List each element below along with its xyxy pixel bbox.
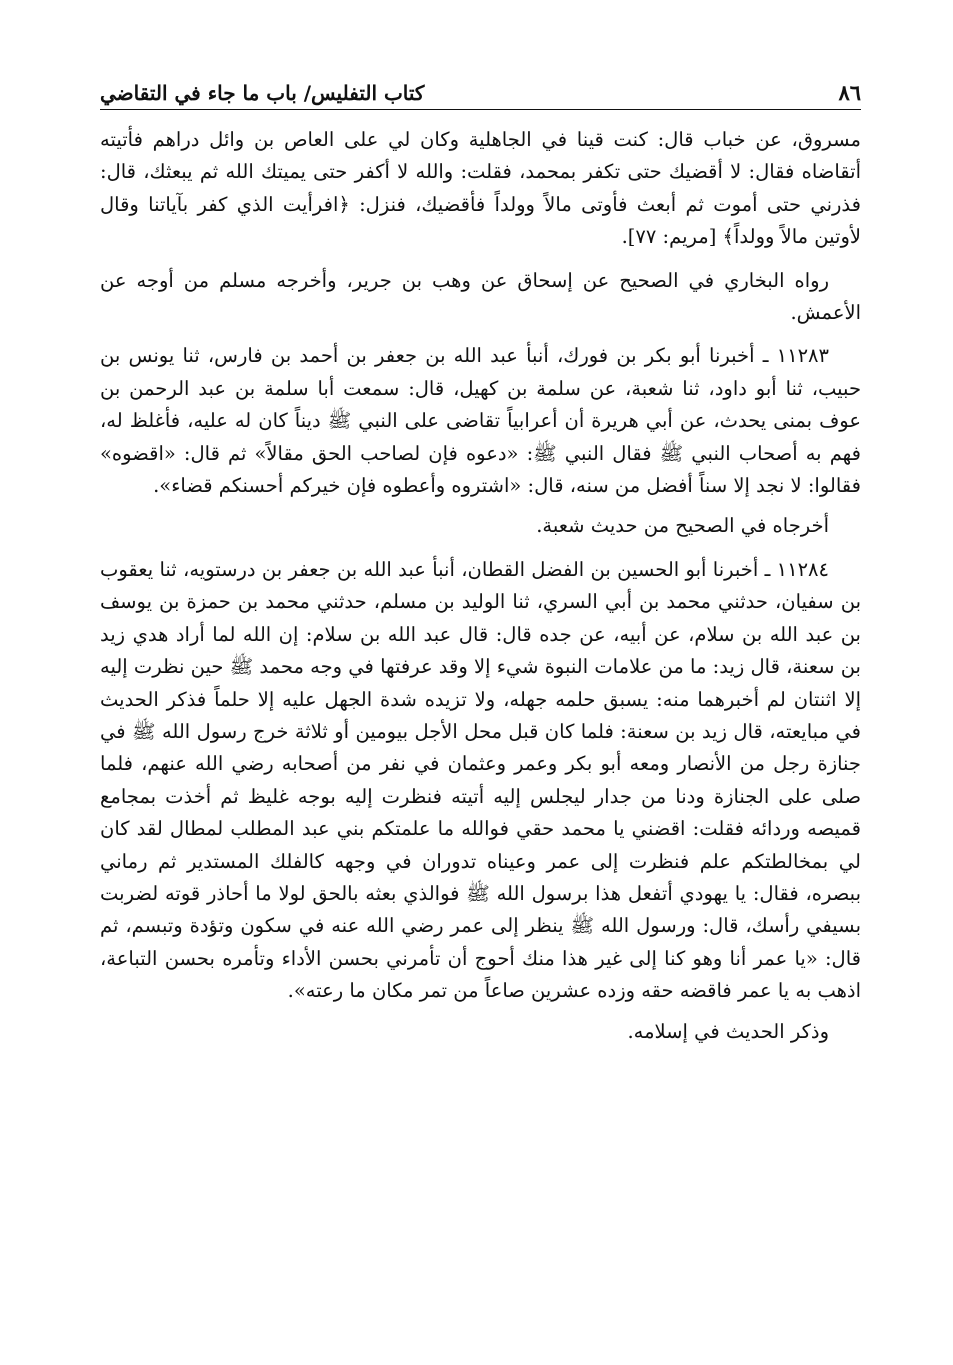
page-body [100, 124, 861, 1059]
paragraph-hadith-11284: ١١٢٨٤ ـ أخبرنا أبو الحسين بن الفضل القطان، أنبأ عبد الله بن جعفر بن درستويه، ثنا يعقوب بن سفيان، حدثني محمد بن أبي السري، ثنا الوليد بن مسلم، حدثني محمد بن حمزة بن يوسف بن عبد الله بن سلام، عن أبيه، عن جده قال: قال عبد الله بن سلام: إن الله لما أراد هدي زيد بن سعنة، قال زيد: ما من علامات النبوة شيء إلا وقد عرفتها في وجه محمد ﷺ حين نظرت إليه إلا اثنتان لم أخبرهما منه: يسبق حلمه جهله، ولا تزيده شدة الجهل عليه إلا حلماً فذكر الحديث في مبايعته، قال زيد بن سعنة: فلما كان قبل محل الأجل بيومين أو ثلاثة خرج رسول الله ﷺ في جنازة رجل من الأنصار ومعه أبو بكر وعمر وعثمان في نفر من أصحابه رضي الله عنهم، فلما صلى على الجنازة ودنا من جدار ليجلس إليه أتيته فنظرت إليه بوجه غليظ ثم أخذت بمجامع قميصه وردائه فقلت: اقضني يا محمد حقي فوالله ما علمتكم بني عبد المطلب لمطال لقد كان لي بمخالطتكم علم فنظرت إلى عمر وعيناه تدوران في وجهه كالفلك المستدير ثم رماني ببصره، فقال: يا يهودي أتفعل هذا برسول الله ﷺ فوالذي بعثه بالحق لولا ما أحاذر قوته لضربت بسيفي رأسك، قال: ورسول الله ﷺ ينظر إلى عمر رضي الله عنه في سكون وتؤدة وتبسم، ثم قال: «يا عمر أنا وهو كنا إلى غير هذا منك أحوج أن تأمرني بحسن الأداء وتأمره بحسن التباعة، اذهب به يا عمر فاقضه حقه وزده عشرين صاعاً من تمر مكان ما رعته». [100, 557, 861, 1003]
running-title: كتاب التفليس/ باب ما جاء في التقاضي [100, 81, 425, 105]
paragraph-source-note: وذكر الحديث في إسلامه. [627, 1019, 829, 1043]
page-number: ٨٦ [838, 80, 861, 105]
paragraph-source-note: أخرجاه في الصحيح من حديث شعبة. [536, 514, 829, 538]
paragraph-source-note: رواه البخاري في الصحيح عن إسحاق عن وهب بن جرير، وأخرجه مسلم من أوجه عن الأعمش. [100, 268, 861, 325]
page-header [100, 74, 861, 110]
paragraph-hadith-continuation: مسروق، عن خباب قال: كنت قينا في الجاهلية وكان لي على العاص بن وائل دراهم فأتيته أتقاضاه فقال: لا أقضيك حتى تكفر بمحمد، فقلت: والله لا أكفر حتى يميتك الله ثم يبعثك، قال: فذرني حتى أموت ثم أبعث فأوتى مالاً وولداً فأقضيك، فنزل: ﴿افرأيت الذي كفر بآياتنا وقال لأوتين مالاً وولداً﴾ [مريم: ٧٧]. [100, 128, 861, 249]
paragraph-hadith-11283: ١١٢٨٣ ـ أخبرنا أبو بكر بن فورك، أنبأ عبد الله بن جعفر بن أحمد بن فارس، ثنا يونس بن حبيب، ثنا أبو داود، ثنا شعبة، عن سلمة بن كهيل، قال: سمعت أبا سلمة بن عبد الرحمن بن عوف بمنى يحدث، عن أبي هريرة أن أعرابياً تقاضى على النبي ﷺ ديناً كان له عليه، فأغلظ له، فهم به أصحاب النبي ﷺ فقال النبي ﷺ: «دعوه فإن لصاحب الحق مقالاً» ثم قال: «اقضوه» فقالوا: لا نجد إلا سناً أفضل من سنه، قال: «اشتروه وأعطوه فإن خيركم أحسنكم قضاء». [100, 344, 861, 498]
